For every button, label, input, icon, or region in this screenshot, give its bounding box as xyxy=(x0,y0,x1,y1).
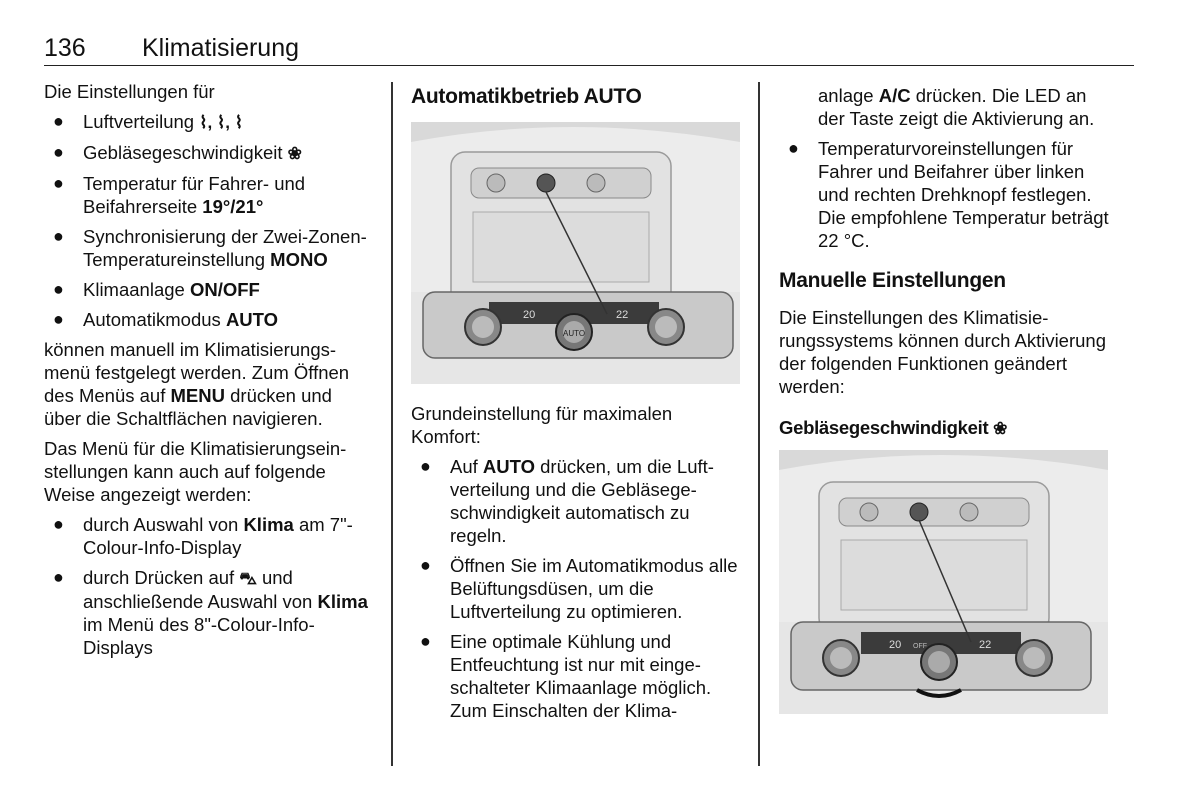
list-item: ● durch Drücken auf ⛍ und anschließende Auswahl von Klima im Menü des 8"-Colour-Info-Displays xyxy=(53,567,368,658)
column-divider-2 xyxy=(758,82,760,766)
list-item: ● Automatikmodus AUTO xyxy=(53,309,279,330)
fan-icon: ❀ xyxy=(287,144,302,163)
climate-panel-figure-fan xyxy=(779,450,1108,714)
paragraph-alternatives: Das Menü für die Klimatisierungseinstellungen kann auch auf folgende Weise angezeigt werden: xyxy=(44,438,347,505)
paragraph-manual: Die Einstellungen des Klimatisierungssystems können durch Aktivierung der folgenden Funktionen geändert werden: xyxy=(779,307,1107,397)
list-item: ● durch Auswahl von Klima am 7"-Colour-Info-Display xyxy=(53,514,353,558)
display-temp-left: 20 xyxy=(889,639,902,651)
list-item: ● Gebläsegeschwindigkeit ❀ xyxy=(53,142,302,163)
car-icon: ⛍ xyxy=(239,569,257,588)
paragraph-menu: können manuell im Klimatisierungsmenü festgelegt werden. Zum Öffnen des Menüs auf MENU drücken und über die Schaltflächen navigieren. xyxy=(44,339,350,429)
list-item: ● Öffnen Sie im Automatikmodus alle Belüftungsdüsen, um die Luftverteilung zu optimieren. xyxy=(420,555,738,622)
list-item: ● Temperaturvoreinstellungen für Fahrer und Beifahrer über linken und rechten Drehknopf festlegen. Die empfohlene Temperatur beträgt 22 °C. xyxy=(788,138,1109,251)
settings-list xyxy=(44,110,374,331)
display-off-label: OFF xyxy=(913,643,927,650)
list-item: ● Auf AUTO drücken, um die Luftverteilung und die Gebläsegeschwindigkeit automatisch zu regeln. xyxy=(420,456,714,546)
fan-icon: ❀ xyxy=(993,419,1008,438)
section-heading-manual: Manuelle Einstellungen xyxy=(779,269,1006,292)
column-right xyxy=(779,80,1109,732)
display-temp-right: 22 xyxy=(979,639,992,651)
column-middle xyxy=(411,80,741,729)
list-item: ● Klimaanlage ON/OFF xyxy=(53,279,260,300)
column-divider-1 xyxy=(391,82,393,766)
chapter-title: Klimatisierung xyxy=(142,34,300,62)
list-item: ● Luftverteilung ⌇, ⌇, ⌇ xyxy=(53,111,244,132)
climate-panel-figure-auto xyxy=(411,122,740,384)
air-distribution-icon: ⌇, ⌇, ⌇ xyxy=(199,113,244,132)
display-temp-left: 20 xyxy=(523,309,536,321)
page-number: 136 xyxy=(44,34,86,62)
column-left xyxy=(44,80,374,666)
list-item: ● Synchronisierung der Zwei-Zonen-Temperatureinstellung MONO xyxy=(53,226,367,270)
intro-text: Grundeinstellung für maximalen Komfort: xyxy=(411,403,673,447)
continued-text: anlage A/C drücken. Die LED an der Taste zeigt die Aktivierung an. xyxy=(818,85,1095,129)
auto-list xyxy=(411,455,741,722)
temp-list xyxy=(779,137,1109,252)
list-item: ● Eine optimale Kühlung und Entfeuchtung ist nur mit eingeschalteter Klimaanlage möglich. Zum Einschalten der Klima- xyxy=(420,631,712,721)
section-heading-auto: Automatikbetrieb AUTO xyxy=(411,85,642,108)
list-item: ● Temperatur für Fahrer- und Beifahrerseite 19°/21° xyxy=(53,173,306,217)
auto-knob-label: AUTO xyxy=(563,329,586,338)
subheading-fan-speed: Gebläsegeschwindigkeit ❀ xyxy=(779,417,1008,438)
page-header xyxy=(44,34,1134,66)
intro-text: Die Einstellungen für xyxy=(44,81,215,102)
display-temp-right: 22 xyxy=(616,309,629,321)
alternatives-list xyxy=(44,513,374,659)
